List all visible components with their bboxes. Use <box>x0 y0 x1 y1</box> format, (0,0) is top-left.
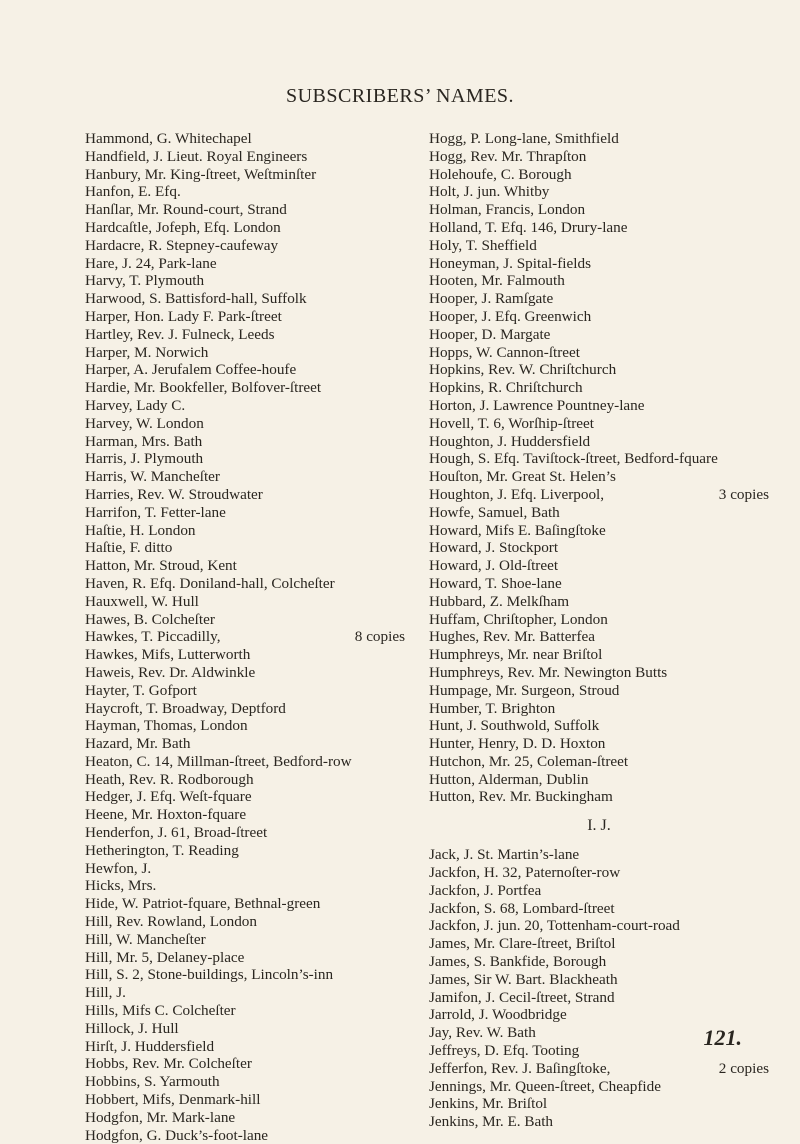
entry-text: Holman, Francis, London <box>429 201 586 219</box>
subscriber-entry <box>429 450 769 468</box>
subscriber-entry <box>85 433 405 451</box>
entry-text: Hanſlar, Mr. Round-court, Strand <box>85 201 287 219</box>
entry-text: Hodgfon, Mr. Mark-lane <box>85 1108 236 1126</box>
entry-text: Hunter, Henry, D. D. Hoxton <box>429 735 606 753</box>
subscriber-entry <box>85 593 405 611</box>
subscriber-entry <box>429 255 769 273</box>
entry-text: Hewfon, J. <box>85 859 152 877</box>
entry-text: Jefferfon, Rev. J. Baſingſtoke, <box>429 1059 611 1077</box>
subscriber-entry <box>85 522 405 540</box>
entry-text: Hutton, Rev. Mr. Buckingham <box>429 788 613 806</box>
subscriber-entry <box>429 219 769 237</box>
subscriber-entry <box>429 326 769 344</box>
subscriber-entry <box>85 255 405 273</box>
entry-text: Hetherington, T. Reading <box>85 841 239 859</box>
subscriber-entry <box>429 272 769 290</box>
subscriber-entry <box>429 166 769 184</box>
subscriber-entry <box>429 344 769 362</box>
subscriber-entry <box>85 504 405 522</box>
entry-text: Haven, R. Efq. Doniland-hall, Colcheſter <box>85 574 335 592</box>
entry-text: Harwood, S. Battisford-hall, Suffolk <box>85 290 307 308</box>
subscriber-entry <box>429 771 769 789</box>
entry-text: Haſtie, F. ditto <box>85 539 173 557</box>
subscriber-entry <box>429 237 769 255</box>
entry-text: Hodgfon, G. Duck’s-foot-lane <box>85 1126 269 1144</box>
subscriber-entry <box>429 935 769 953</box>
subscriber-entry <box>429 664 769 682</box>
entry-text: Houghton, J. Efq. Liverpool, <box>429 485 605 503</box>
entry-text: James, Mr. Clare-ſtreet, Briſtol <box>429 935 616 953</box>
subscriber-entry <box>429 290 769 308</box>
subscriber-entry <box>429 682 769 700</box>
subscriber-entry <box>429 735 769 753</box>
section-heading <box>429 806 769 846</box>
left-column <box>85 130 405 1144</box>
subscriber-entry <box>85 806 405 824</box>
entry-text: Jenkins, Mr. E. Bath <box>429 1113 554 1131</box>
entry-text: Howard, Mifs E. Baſingſtoke <box>429 521 606 539</box>
subscriber-entry <box>429 308 769 326</box>
entry-text: Harper, M. Norwich <box>85 343 209 361</box>
subscriber-entry <box>85 1109 405 1127</box>
entry-text: Hunt, J. Southwold, Suffolk <box>429 717 600 735</box>
subscriber-entry <box>85 682 405 700</box>
entry-text: Hillock, J. Hull <box>85 1019 179 1037</box>
subscriber-entry <box>85 966 405 984</box>
subscriber-entry <box>429 486 769 504</box>
subscriber-entry <box>429 971 769 989</box>
subscriber-entry <box>85 1002 405 1020</box>
entry-text: Hill, J. <box>85 984 126 1002</box>
entry-text: Harper, Hon. Lady F. Park-ſtreet <box>85 307 282 325</box>
subscriber-entry <box>85 949 405 967</box>
entry-text: Humber, T. Brighton <box>429 699 556 717</box>
entry-text: Haſtie, H. London <box>85 521 196 539</box>
entry-text: Hammond, G. Whitechapel <box>85 130 252 147</box>
subscriber-entry <box>85 308 405 326</box>
subscriber-entry <box>429 504 769 522</box>
entry-text: Heene, Mr. Hoxton-fquare <box>85 806 247 824</box>
subscriber-entry <box>429 611 769 629</box>
entry-text: Hicks, Mrs. <box>85 877 157 895</box>
entry-text: Harvey, W. London <box>85 414 204 432</box>
copies-note: 3 copies <box>718 485 769 503</box>
subscriber-entry <box>429 593 769 611</box>
subscriber-entry <box>85 664 405 682</box>
subscriber-entry <box>429 557 769 575</box>
subscriber-entry <box>85 450 405 468</box>
subscriber-entry <box>429 433 769 451</box>
subscriber-entry <box>85 557 405 575</box>
subscriber-entry <box>85 468 405 486</box>
entry-text: Jarrold, J. Woodbridge <box>429 1006 567 1024</box>
subscriber-entry <box>429 864 769 882</box>
subscriber-entry <box>429 882 769 900</box>
entry-text: Huffam, Chriſtopher, London <box>429 610 608 628</box>
subscriber-entry <box>429 989 769 1007</box>
entry-text: James, Sir W. Bart. Blackheath <box>429 970 618 988</box>
subscriber-entry <box>429 575 769 593</box>
entry-text: Hough, S. Efq. Taviſtock-ſtreet, Bedford-fquare <box>429 450 718 468</box>
subscriber-entry <box>85 1055 405 1073</box>
entry-text: Honeyman, J. Spital-fields <box>429 254 591 272</box>
subscriber-entry <box>429 379 769 397</box>
subscriber-entry <box>429 415 769 433</box>
entry-text: I. J. <box>587 817 611 835</box>
subscriber-entry <box>429 397 769 415</box>
subscriber-entry <box>85 1020 405 1038</box>
subscriber-entry <box>85 700 405 718</box>
entry-text: Hills, Mifs C. Colcheſter <box>85 1002 236 1020</box>
subscriber-entry <box>85 771 405 789</box>
entry-text: Hill, Rev. Rowland, London <box>85 913 257 931</box>
entry-text: Hayter, T. Gofport <box>85 681 197 699</box>
subscriber-entry <box>429 953 769 971</box>
entry-text: Hovell, T. 6, Worſhip-ſtreet <box>429 414 594 432</box>
subscriber-entry <box>85 1073 405 1091</box>
subscriber-entry <box>85 824 405 842</box>
entry-text: Hopkins, R. Chriſtchurch <box>429 379 583 397</box>
subscriber-entry <box>85 290 405 308</box>
subscriber-entry <box>85 575 405 593</box>
entry-text: Houghton, J. Huddersfield <box>429 432 591 450</box>
subscriber-entry <box>429 717 769 735</box>
subscriber-entry <box>429 130 769 148</box>
subscriber-entry <box>429 788 769 806</box>
entry-text: Jay, Rev. W. Bath <box>429 1024 536 1042</box>
subscriber-entry <box>85 913 405 931</box>
entry-text: Houſton, Mr. Great St. Helen’s <box>429 468 616 486</box>
entry-text: Harris, J. Plymouth <box>85 450 204 468</box>
subscriber-entry <box>429 1113 769 1131</box>
subscriber-entry <box>85 895 405 913</box>
subscriber-entry <box>429 148 769 166</box>
subscriber-entry <box>429 1078 769 1096</box>
entry-text: Hopps, W. Cannon-ſtreet <box>429 343 581 361</box>
page-header: SUBSCRIBERS’ NAMES. <box>285 85 515 107</box>
entry-text: Hardcaſtle, Jofeph, Efq. London <box>85 218 281 236</box>
entry-text: Harper, A. Jerufalem Coffee-houfe <box>85 361 297 379</box>
copies-note: 2 copies <box>718 1059 769 1077</box>
entry-text: Jamifon, J. Cecil-ſtreet, Strand <box>429 988 615 1006</box>
entry-text: Hobbs, Rev. Mr. Colcheſter <box>85 1055 252 1073</box>
entry-text: Hanfon, E. Efq. <box>85 183 181 201</box>
entry-text: Hooper, J. Ramſgate <box>429 290 554 308</box>
subscriber-entry <box>85 628 405 646</box>
subscriber-entry <box>85 1038 405 1056</box>
subscriber-entry <box>85 717 405 735</box>
subscriber-entry <box>429 201 769 219</box>
entry-text: Hubbard, Z. Melkſham <box>429 592 570 610</box>
folio-mark: 121. <box>703 1025 742 1050</box>
subscriber-entry <box>85 646 405 664</box>
entry-text: Hayman, Thomas, London <box>85 717 248 735</box>
subscriber-entry <box>85 415 405 433</box>
entry-text: Hawkes, Mifs, Lutterworth <box>85 646 251 664</box>
entry-text: Haweis, Rev. Dr. Aldwinkle <box>85 663 256 681</box>
entry-text: Hardacre, R. Stepney-caufeway <box>85 236 279 254</box>
subscriber-entry <box>429 522 769 540</box>
subscriber-entry <box>85 183 405 201</box>
subscriber-entry <box>85 753 405 771</box>
subscriber-entry <box>85 860 405 878</box>
entry-text: Holehoufe, C. Borough <box>429 165 572 183</box>
subscriber-entry <box>429 468 769 486</box>
subscriber-entry <box>429 917 769 935</box>
subscriber-entry <box>429 183 769 201</box>
entry-text: Hazard, Mr. Bath <box>85 735 191 753</box>
entry-text: Humphreys, Mr. near Briſtol <box>429 646 603 664</box>
subscriber-entry <box>429 700 769 718</box>
subscriber-entry <box>85 486 405 504</box>
entry-text: Jennings, Mr. Queen-ſtreet, Cheapfide <box>429 1077 661 1095</box>
subscriber-entry <box>85 842 405 860</box>
subscriber-entry <box>429 1060 769 1078</box>
entry-text: Holt, J. jun. Whitby <box>429 183 550 201</box>
subscriber-entry <box>429 846 769 864</box>
entry-text: Harvey, Lady C. <box>85 396 186 414</box>
entry-text: Harvy, T. Plymouth <box>85 272 205 290</box>
entry-text: Harrifon, T. Fetter-lane <box>85 503 226 521</box>
entry-text: Jackfon, S. 68, Lombard-ſtreet <box>429 899 615 917</box>
entry-text: Hirſt, J. Huddersfield <box>85 1037 215 1055</box>
copies-note: 8 copies <box>354 628 405 646</box>
entry-text: Holy, T. Sheffield <box>429 236 537 254</box>
subscriber-entry <box>85 148 405 166</box>
subscriber-entry <box>85 397 405 415</box>
subscriber-entry <box>85 931 405 949</box>
subscriber-entry <box>85 877 405 895</box>
entry-text: Heaton, C. 14, Millman-ſtreet, Bedford-row <box>85 752 352 770</box>
entry-text: Heath, Rev. R. Rodborough <box>85 770 254 788</box>
entry-text: Humphreys, Rev. Mr. Newington Butts <box>429 663 668 681</box>
subscriber-entry <box>85 344 405 362</box>
subscriber-entry <box>85 130 405 148</box>
entry-text: Hopkins, Rev. W. Chriſtchurch <box>429 361 617 379</box>
entry-text: Hutton, Alderman, Dublin <box>429 770 589 788</box>
entry-text: Jack, J. St. Martin’s-lane <box>429 846 580 864</box>
entry-text: Henderfon, J. 61, Broad-ſtreet <box>85 824 268 842</box>
entry-text: Jackfon, H. 32, Paternoſter-row <box>429 864 621 882</box>
entry-text: Hedger, J. Efq. Weſt-fquare <box>85 788 252 806</box>
entry-text: Hooper, J. Efq. Greenwich <box>429 307 592 325</box>
entry-text: Hanbury, Mr. King-ſtreet, Weſtminſter <box>85 165 317 183</box>
entry-text: Hawkes, T. Piccadilly, <box>85 628 221 646</box>
entry-text: Hogg, P. Long-lane, Smithfield <box>429 130 619 147</box>
subscriber-entry <box>429 1006 769 1024</box>
entry-text: Jenkins, Mr. Briſtol <box>429 1095 548 1113</box>
entry-text: Hill, W. Mancheſter <box>85 930 206 948</box>
entry-text: Hauxwell, W. Hull <box>85 592 199 610</box>
subscriber-entry <box>429 1095 769 1113</box>
subscriber-entry <box>429 900 769 918</box>
entry-text: Hill, S. 2, Stone-buildings, Lincoln’s-inn <box>85 966 334 984</box>
entry-text: Hobbert, Mifs, Denmark-hill <box>85 1091 261 1109</box>
entry-text: Harris, W. Mancheſter <box>85 468 220 486</box>
entry-text: Jackfon, J. jun. 20, Tottenham-court-road <box>429 917 680 935</box>
entry-text: Howfe, Samuel, Bath <box>429 503 560 521</box>
entry-text: Handfield, J. Lieut. Royal Engineers <box>85 147 308 165</box>
entry-text: Hardie, Mr. Bookfeller, Bolfover-ſtreet <box>85 379 322 397</box>
subscriber-entry <box>429 628 769 646</box>
subscriber-entry <box>85 788 405 806</box>
entry-text: Howard, J. Old-ſtreet <box>429 557 559 575</box>
entry-text: Hooper, D. Margate <box>429 325 551 343</box>
subscriber-entry <box>85 326 405 344</box>
subscriber-entry <box>85 166 405 184</box>
entry-text: Horton, J. Lawrence Pountney-lane <box>429 396 645 414</box>
subscriber-entry <box>85 539 405 557</box>
subscriber-entry <box>85 1127 405 1144</box>
entry-text: Hughes, Rev. Mr. Batterfea <box>429 628 596 646</box>
entry-text: Harries, Rev. W. Stroudwater <box>85 485 263 503</box>
entry-text: Hutchon, Mr. 25, Coleman-ſtreet <box>429 752 629 770</box>
entry-text: Hobbins, S. Yarmouth <box>85 1073 220 1091</box>
entry-text: Harman, Mrs. Bath <box>85 432 203 450</box>
subscriber-entry <box>85 984 405 1002</box>
subscriber-entry <box>85 1091 405 1109</box>
subscriber-entry <box>85 735 405 753</box>
entry-text: Hill, Mr. 5, Delaney-place <box>85 948 245 966</box>
entry-text: Hare, J. 24, Park-lane <box>85 254 217 272</box>
subscriber-entry <box>85 219 405 237</box>
subscriber-entry <box>429 361 769 379</box>
right-column <box>429 130 769 1131</box>
entry-text: Howard, T. Shoe-lane <box>429 574 562 592</box>
subscriber-entry <box>85 237 405 255</box>
subscriber-entry <box>429 539 769 557</box>
entry-text: Jeffreys, D. Efq. Tooting <box>429 1042 580 1060</box>
entry-text: Haycroft, T. Broadway, Deptford <box>85 699 286 717</box>
subscriber-entry <box>85 379 405 397</box>
entry-text: Hooten, Mr. Falmouth <box>429 272 565 290</box>
entry-text: Hawes, B. Colcheſter <box>85 610 215 628</box>
entry-text: Hide, W. Patriot-fquare, Bethnal-green <box>85 895 321 913</box>
subscriber-entry <box>429 646 769 664</box>
entry-text: James, S. Bankfide, Borough <box>429 953 607 971</box>
entry-text: Jackfon, J. Portfea <box>429 881 542 899</box>
entry-text: Holland, T. Efq. 146, Drury-lane <box>429 218 628 236</box>
entry-text: Hogg, Rev. Mr. Thrapſton <box>429 147 587 165</box>
subscriber-entry <box>85 272 405 290</box>
subscriber-entry <box>85 611 405 629</box>
entry-text: Hartley, Rev. J. Fulneck, Leeds <box>85 325 275 343</box>
entry-text: Howard, J. Stockport <box>429 539 559 557</box>
entry-text: Humpage, Mr. Surgeon, Stroud <box>429 681 620 699</box>
subscriber-entry <box>85 201 405 219</box>
subscriber-entry <box>429 753 769 771</box>
entry-text: Hatton, Mr. Stroud, Kent <box>85 557 237 575</box>
subscriber-entry <box>85 361 405 379</box>
